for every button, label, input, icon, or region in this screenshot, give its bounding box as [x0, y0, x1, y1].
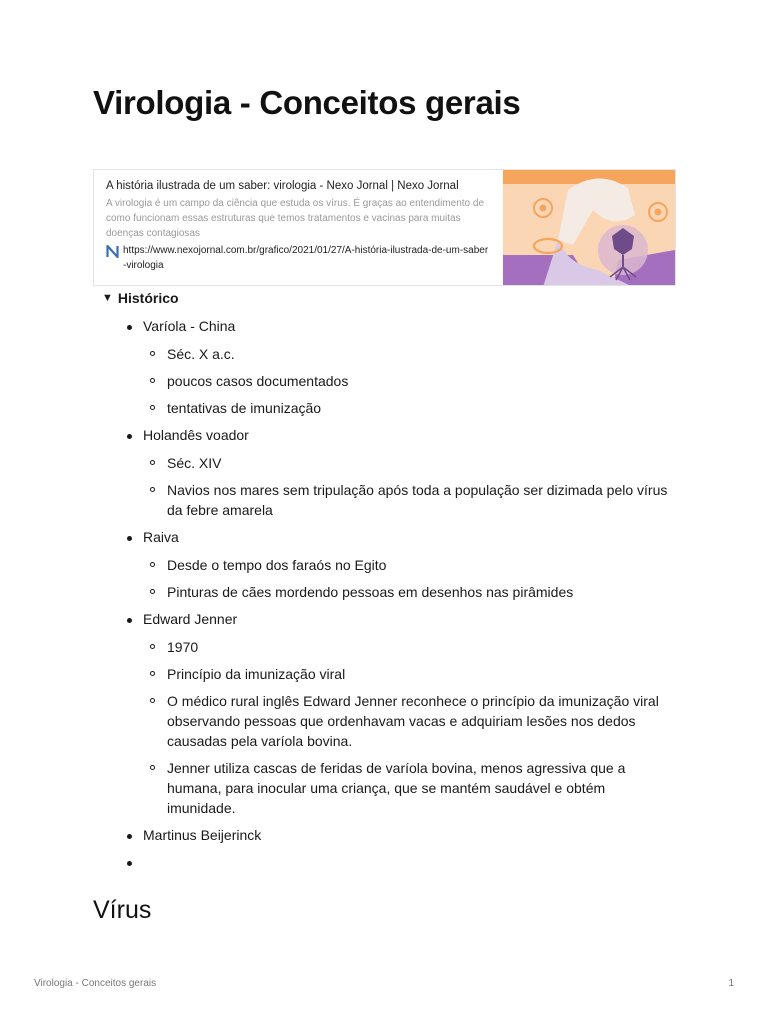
sub-list-item: Séc. XIV — [143, 453, 670, 473]
bookmark-thumbnail-image — [503, 170, 675, 286]
nexo-favicon-icon — [106, 245, 119, 258]
sub-list-item: 1970 — [143, 637, 670, 657]
bookmark-title[interactable]: A história ilustrada de um saber: virologia - Nexo Jornal | Nexo Jornal — [106, 180, 459, 192]
list-item — [125, 528, 670, 602]
sub-list-item: O médico rural inglês Edward Jenner reconhece o princípio da imunização viral observando pessoas que ordenhavam vacas e adquiriam lesões nos dedos causadas pela varíola bovina. — [143, 691, 670, 751]
sub-list-item: Princípio da imunização viral — [143, 664, 670, 684]
bookmark-url[interactable]: https://www.nexojornal.com.br/grafico/2021/01/27/A-história-ilustrada-de-um-saber-virologia — [123, 245, 489, 271]
list-item-label: Holandês voador — [143, 427, 249, 443]
sub-list-item: Desde o tempo dos faraós no Egito — [143, 555, 670, 575]
toggle-historico[interactable] — [102, 290, 179, 306]
historico-list — [125, 317, 670, 880]
list-item — [125, 610, 670, 818]
sub-list-item: Pinturas de cães mordendo pessoas em desenhos nas pirâmides — [143, 582, 670, 602]
list-item-label: Varíola - China — [143, 318, 236, 334]
bookmark-url-row — [106, 243, 491, 273]
sub-list-item: Séc. X a.c. — [143, 344, 670, 364]
footer-doc-title: Virologia - Conceitos gerais — [34, 978, 157, 989]
bookmark-text — [94, 170, 503, 285]
toggle-label: Histórico — [117, 290, 179, 306]
list-item-label: Martinus Beijerinck — [143, 827, 262, 843]
list-item — [125, 826, 670, 845]
bookmark-description: A virologia é um campo da ciência que estuda os vírus. É graças ao entendimento de como funcionam essas estruturas que temos tratamentos e vacinas para muitas doenças contagiosas — [106, 198, 485, 239]
page-title: Virologia - Conceitos gerais — [93, 84, 521, 121]
footer-page-number: 1 — [728, 978, 734, 989]
sub-list-item: Jenner utiliza cascas de feridas de varíola bovina, menos agressiva que a humana, para inocular uma criança, que se mantém saudável e obtém imunidade. — [143, 758, 670, 818]
sub-list-item: Navios nos mares sem tripulação após toda a população ser dizimada pelo vírus da febre amarela — [143, 480, 670, 520]
sub-list-item: tentativas de imunização — [143, 398, 670, 418]
list-item-label: Edward Jenner — [143, 611, 238, 627]
list-item-label[interactable] — [143, 853, 670, 872]
list-item — [125, 317, 670, 418]
bookmark-card[interactable] — [93, 169, 676, 286]
sub-list-item: poucos casos documentados — [143, 371, 670, 391]
triangle-down-icon[interactable]: ▼ — [102, 292, 113, 304]
list-item-label: Raiva — [143, 529, 179, 545]
list-item-empty[interactable] — [125, 853, 670, 872]
list-item — [125, 426, 670, 520]
section-heading-virus: Vírus — [93, 896, 152, 924]
